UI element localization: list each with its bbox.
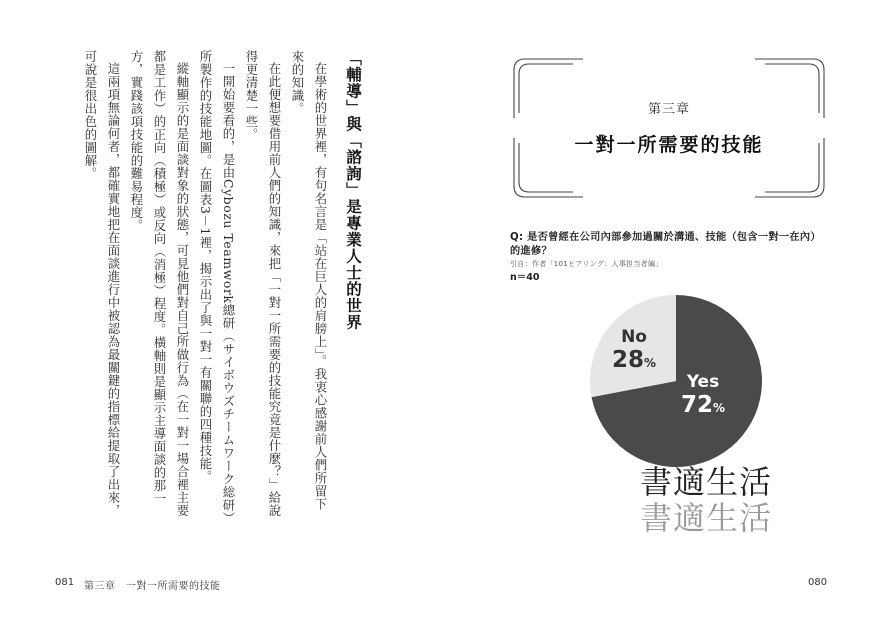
sample-size: n＝40 <box>510 272 540 283</box>
slice-value-number: 28 <box>612 347 645 373</box>
paragraph: 這兩項無論何者，都確實地把在面談進行中被認為最關鍵的指標給提取了出來，可說是很出色的圖解。 <box>83 50 121 518</box>
slice-value <box>681 394 725 417</box>
paragraph: 一開始要看的，是由Cybozu Teamwork總研（サイボウズチームワーク総研）所製作的技能地圖。在圖表3－1裡，揭示出了與一對一有關聯的四種技能。 <box>198 50 236 519</box>
percent-sign: % <box>644 356 657 370</box>
chapter-label: 第三章 <box>647 102 690 117</box>
paragraph: 縱軸顯示的是面談對象的狀態，可見他們對自己所做行為（在一對一場合裡主要都是工作）的正向（積極）或反向（消極）程度。橫軸則是顯示主導面談的那一方，實踐該項技能的難易程度。 <box>129 50 190 518</box>
slice-name: Yes <box>686 372 720 392</box>
paragraph: 在此便想要借用前人們的知識，來把「一對一所需要的技能究竟是什麼？」給說得更清楚一些。 <box>244 50 282 518</box>
running-head: 第三章 一對一所需要的技能 <box>84 581 221 592</box>
source-citation: 引自：作者「101ヒアリング：人事担当者編」 <box>510 260 663 268</box>
chapter-title-frame <box>513 58 825 198</box>
percent-sign: % <box>713 401 726 415</box>
slice-value-number: 72 <box>681 392 714 418</box>
chapter-title: 一對一所需要的技能 <box>574 134 764 156</box>
slice-label-no <box>612 329 656 372</box>
watermark-text-shadow: 書適生活 <box>640 499 773 537</box>
pie-chart <box>589 294 763 468</box>
survey-question: Q: 是否曾經在公司內部參加過關於溝通、技能（包含一對一在內）的進修？ <box>510 232 816 257</box>
watermark-text: 書適生活 <box>640 463 773 501</box>
section-heading: 「輔導」與「諮詢」是專業人士的世界 <box>344 50 363 331</box>
paragraph: 在學術的世界裡，有句名言是「站在巨人的肩膀上」。我衷心感謝前人們所留下來的知識。 <box>290 50 328 512</box>
slice-value <box>612 349 656 372</box>
page-number-left: 081 <box>55 577 75 588</box>
slice-label-yes <box>681 374 725 417</box>
left-page-body <box>40 50 365 520</box>
slice-name: No <box>621 327 647 347</box>
page-number-right: 080 <box>808 577 828 588</box>
